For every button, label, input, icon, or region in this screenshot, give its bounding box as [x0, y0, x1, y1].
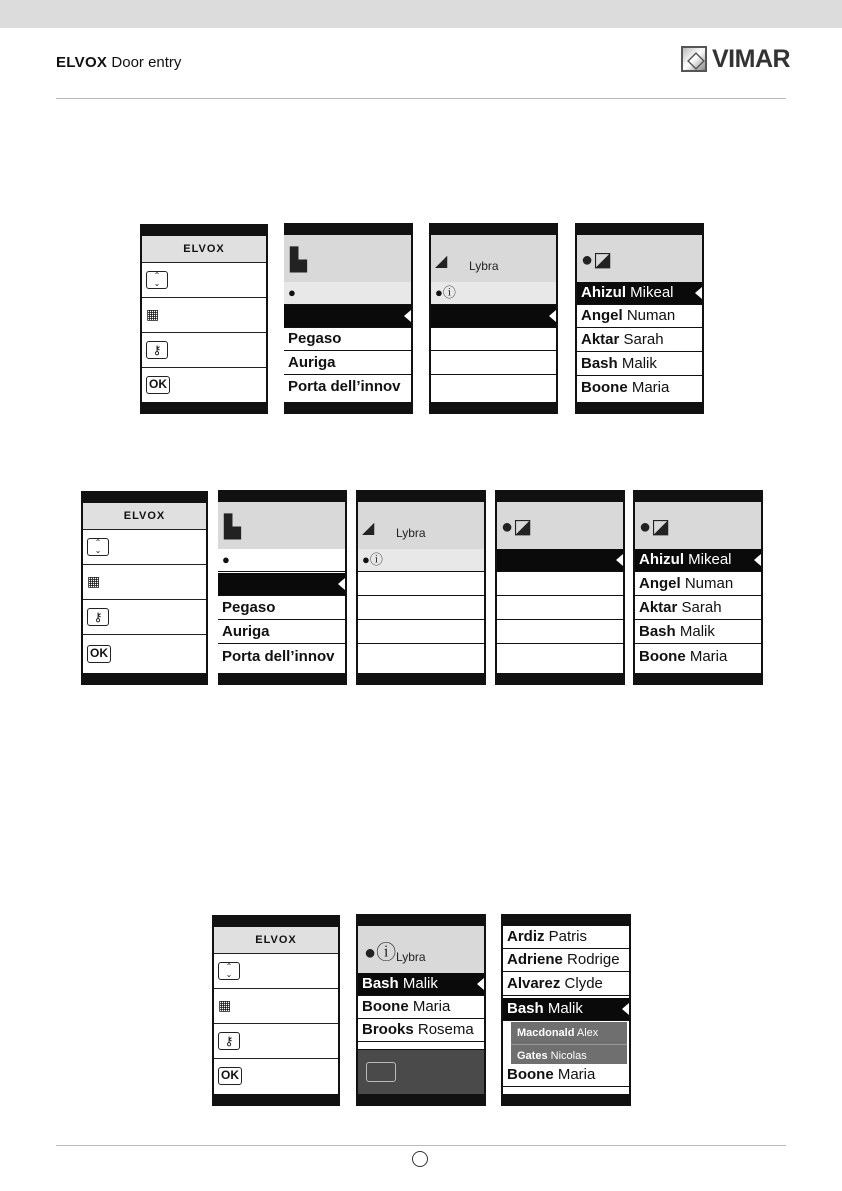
- person-icon: ●: [222, 552, 230, 567]
- vimar-logo: VIMAR: [681, 45, 790, 73]
- ok-button[interactable]: OK: [218, 1067, 242, 1085]
- list-item[interactable]: Auriga: [284, 352, 411, 375]
- resident-row[interactable]: Ahizul Mikeal: [577, 282, 702, 305]
- screen-residents: [633, 490, 763, 685]
- user-info-row[interactable]: [358, 549, 484, 572]
- list-item[interactable]: Auriga: [218, 621, 345, 644]
- elvox-logo: ELVOX: [142, 236, 266, 263]
- screen-lybra: ◢ Lybra ●ⓘ: [356, 490, 486, 685]
- keypad-touch-icon[interactable]: ▦: [87, 573, 101, 589]
- list-item[interactable]: Pegaso: [218, 597, 345, 620]
- user-info-row[interactable]: [431, 282, 556, 305]
- list-item[interactable]: [497, 646, 623, 669]
- person-search-icon: ●◪: [501, 516, 532, 538]
- resident-row[interactable]: Ahizul Mikeal: [635, 549, 761, 572]
- ok-button[interactable]: OK: [146, 376, 170, 394]
- screen-blocks: [284, 223, 413, 414]
- vimar-mark-icon: [681, 46, 707, 72]
- list-item[interactable]: [358, 597, 484, 620]
- brand-title: ELVOX Door entry: [56, 54, 182, 71]
- resident-row[interactable]: Brooks Rosema: [358, 1019, 484, 1042]
- list-item[interactable]: [358, 646, 484, 669]
- user-row[interactable]: [284, 282, 411, 305]
- resident-row[interactable]: Alvarez Clyde: [503, 973, 629, 996]
- person-info-icon: ●ⓘ: [362, 552, 383, 567]
- list-item[interactable]: [358, 621, 484, 644]
- up-down-icon[interactable]: ⌃ ⌄: [146, 271, 168, 289]
- list-item: [358, 1042, 484, 1050]
- resident-row[interactable]: Aktar Sarah: [635, 597, 761, 620]
- action-bar: [358, 1050, 484, 1094]
- list-item[interactable]: [497, 621, 623, 644]
- call-button[interactable]: [366, 1062, 396, 1082]
- resident-row[interactable]: Boone Maria: [503, 1064, 629, 1087]
- resident-row[interactable]: Boone Maria: [577, 377, 702, 400]
- person-info-icon: ●ⓘ: [364, 942, 397, 964]
- screen-lybra-residents: ●ⓘ Lybra Bash Malik Boone Maria Brooks Rosema: [356, 914, 486, 1106]
- keypad-touch-icon[interactable]: ▦: [146, 306, 160, 322]
- up-down-icon[interactable]: ⌃ ⌄: [87, 538, 109, 556]
- resident-row[interactable]: Bash Malik: [635, 621, 761, 644]
- sub-list-item[interactable]: Gates Nicolas: [511, 1045, 627, 1068]
- list-item[interactable]: [358, 573, 484, 596]
- selected-row[interactable]: [497, 549, 623, 572]
- list-item[interactable]: [497, 597, 623, 620]
- person-info-icon: ●ⓘ: [435, 285, 456, 300]
- screen-resident-list: [501, 914, 631, 1106]
- screen-blocks: [218, 490, 347, 685]
- list-item[interactable]: Porta dell’innov: [284, 376, 411, 399]
- person-search-icon: ●◪: [639, 516, 670, 538]
- elvox-logo: ELVOX: [214, 927, 338, 954]
- selected-row[interactable]: [284, 305, 411, 328]
- list-item[interactable]: Porta dell’innov: [218, 646, 345, 669]
- building-icon: ▙: [224, 514, 241, 539]
- stairs-icon: ◢: [362, 520, 375, 537]
- ok-button[interactable]: OK: [87, 645, 111, 663]
- resident-row[interactable]: Boone Maria: [635, 646, 761, 669]
- selected-row[interactable]: [431, 305, 556, 328]
- resident-row[interactable]: Bash Malik: [503, 998, 629, 1021]
- screen-menu: [81, 491, 208, 685]
- sub-list-item[interactable]: Macdonald Alex: [511, 1022, 627, 1045]
- keypad-touch-icon[interactable]: ▦: [218, 997, 232, 1013]
- person-search-icon: ●◪: [581, 249, 612, 271]
- header-rule: [56, 98, 786, 99]
- sub-list: [511, 1022, 627, 1068]
- list-item[interactable]: Pegaso: [284, 328, 411, 351]
- person-icon: ●: [288, 285, 296, 300]
- elvox-logo: ELVOX: [83, 503, 206, 530]
- resident-row[interactable]: Angel Numan: [577, 305, 702, 328]
- screen-lybra: ◢ Lybra ●ⓘ: [429, 223, 558, 414]
- list-item[interactable]: [431, 328, 556, 351]
- resident-row[interactable]: Bash Malik: [577, 353, 702, 376]
- list-item[interactable]: [431, 352, 556, 375]
- key-icon[interactable]: ⚷: [218, 1032, 240, 1050]
- list-item[interactable]: [497, 573, 623, 596]
- resident-row[interactable]: Aktar Sarah: [577, 329, 702, 352]
- resident-row[interactable]: Adriene Rodrige: [503, 949, 629, 972]
- resident-row[interactable]: Ardiz Patris: [503, 926, 629, 949]
- key-icon[interactable]: ⚷: [146, 341, 168, 359]
- up-down-icon[interactable]: ⌃ ⌄: [218, 962, 240, 980]
- list-item[interactable]: [431, 376, 556, 399]
- screen-menu: [140, 224, 268, 414]
- page-number-circle: [412, 1151, 428, 1167]
- building-icon: ▙: [290, 247, 307, 272]
- resident-row[interactable]: Boone Maria: [358, 996, 484, 1019]
- top-band: [0, 0, 842, 28]
- user-row[interactable]: [218, 549, 345, 572]
- selected-row[interactable]: [218, 573, 345, 596]
- screen-residents: [575, 223, 704, 414]
- stairs-icon: ◢: [435, 253, 448, 270]
- list-item[interactable]: [503, 1087, 629, 1094]
- resident-row[interactable]: Bash Malik: [358, 973, 484, 996]
- screen-search: [495, 490, 625, 685]
- footer-rule: [56, 1145, 786, 1146]
- screen-menu: [212, 915, 340, 1106]
- resident-row[interactable]: Angel Numan: [635, 573, 761, 596]
- key-icon[interactable]: ⚷: [87, 608, 109, 626]
